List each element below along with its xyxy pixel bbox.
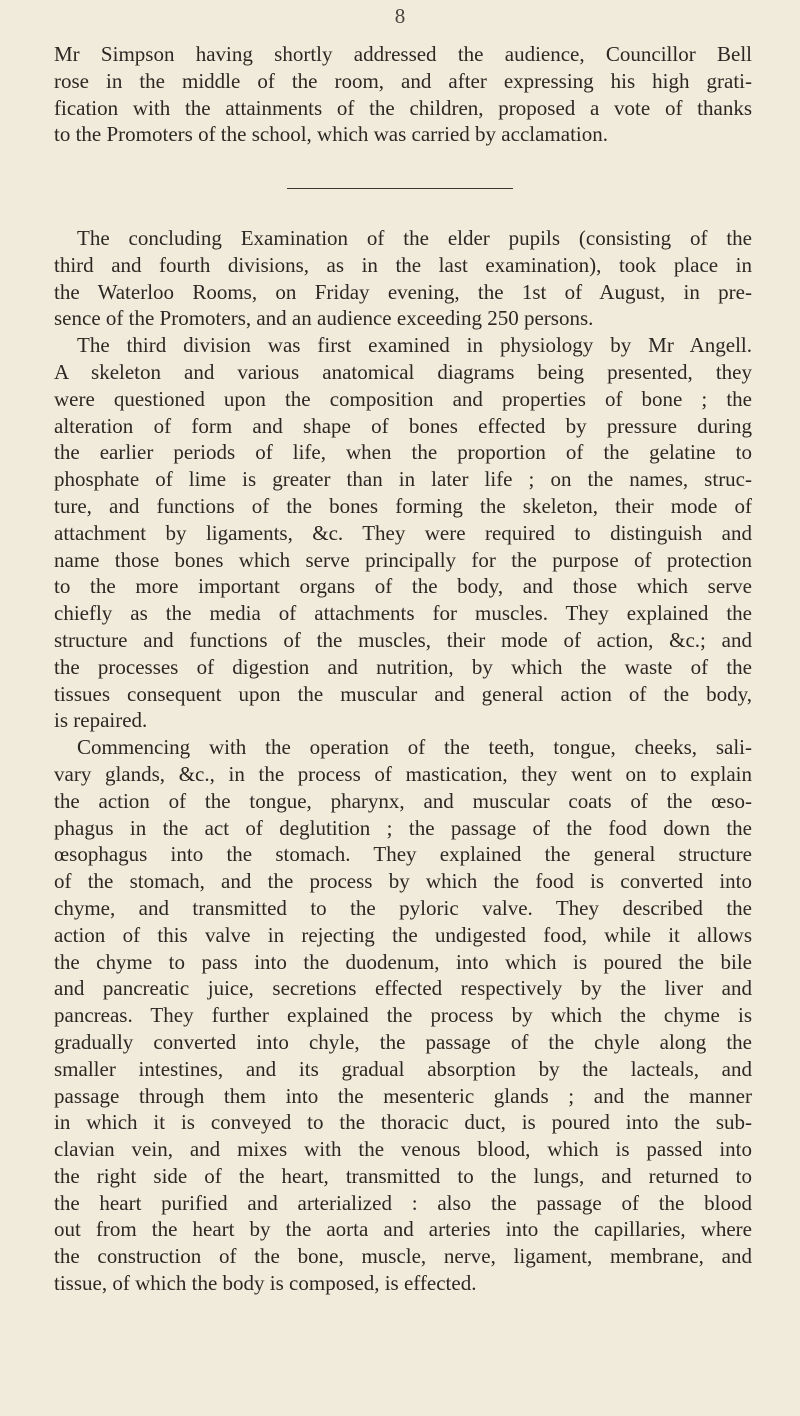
text-line: third and fourth divisions, as in the last examination), took place in — [54, 252, 752, 277]
text-line: out from the heart by the aorta and arteries into the capillaries, where — [54, 1217, 752, 1242]
text-line: œsophagus into the stomach. They explained the general structure — [54, 842, 752, 867]
examination-report — [54, 225, 752, 1297]
text-line: the chyme to pass into the duodenum, into which is poured the bile — [54, 949, 752, 974]
text-line: clavian vein, and mixes with the venous blood, which is passed into — [54, 1137, 752, 1162]
text-line: Mr Simpson having shortly addressed the audience, Councillor Bell — [54, 42, 752, 66]
section-divider — [287, 188, 513, 189]
text-line: passage through them into the mesenteric glands ; and the manner — [54, 1083, 752, 1108]
text-line: to the more important organs of the body, and those which serve — [54, 574, 752, 599]
paragraph-physiology — [54, 332, 752, 734]
text-line: the Waterloo Rooms, on Friday evening, the 1st of August, in pre- — [54, 279, 752, 304]
text-line: to the Promoters of the school, which was carried by acclamation. — [54, 122, 608, 147]
text-line: the right side of the heart, transmitted to the lungs, and returned to — [54, 1163, 752, 1188]
text-line: ture, and functions of the bones forming the skeleton, their mode of — [54, 493, 752, 518]
text-line: in which it is conveyed to the thoracic duct, is poured into the sub- — [54, 1110, 752, 1135]
text-line: name those bones which serve principally for the purpose of protection — [54, 547, 752, 572]
text-line: were questioned upon the composition and properties of bone ; the — [54, 386, 752, 411]
text-line: the earlier periods of life, when the proportion of the gelatine to — [54, 440, 752, 465]
text-line: structure and functions of the muscles, their mode of action, &c.; and — [54, 627, 752, 652]
text-line: sence of the Promoters, and an audience exceeding 250 persons. — [54, 306, 594, 331]
text-line: fication with the attainments of the children, proposed a vote of thanks — [54, 95, 752, 120]
text-line: action of this valve in rejecting the undigested food, while it allows — [54, 922, 752, 947]
paragraph-digestion — [54, 734, 752, 1297]
text-line: chyme, and transmitted to the pyloric valve. They described the — [54, 895, 752, 920]
text-line: The concluding Examination of the elder pupils (consisting of the — [77, 226, 752, 250]
text-line: the action of the tongue, pharynx, and muscular coats of the œso- — [54, 788, 752, 813]
text-line: the construction of the bone, muscle, nerve, ligament, membrane, and — [54, 1244, 752, 1269]
text-line: phagus in the act of deglutition ; the passage of the food down the — [54, 815, 752, 840]
text-line: of the stomach, and the process by which the food is converted into — [54, 869, 752, 894]
text-line: is repaired. — [54, 708, 148, 733]
text-line: Commencing with the operation of the teeth, tongue, cheeks, sali- — [77, 735, 752, 760]
text-line: and pancreatic juice, secretions effected respectively by the liver and — [54, 976, 752, 1001]
text-line: smaller intestines, and its gradual absorption by the lacteals, and — [54, 1056, 752, 1081]
text-line: vary glands, &c., in the process of mastication, they went on to explain — [54, 761, 752, 786]
text-line: tissue, of which the body is composed, is effected. — [54, 1271, 477, 1296]
text-line: tissues consequent upon the muscular and general action of the body, — [54, 681, 752, 706]
text-line: A skeleton and various anatomical diagrams being presented, they — [54, 359, 752, 384]
text-line: phosphate of lime is greater than in later life ; on the names, struc- — [54, 467, 752, 492]
page-number: 8 — [394, 4, 406, 28]
text-line: chiefly as the media of attachments for muscles. They explained the — [54, 601, 752, 626]
text-line: the heart purified and arterialized : also the passage of the blood — [54, 1190, 752, 1215]
text-line: attachment by ligaments, &c. They were required to distinguish and — [54, 520, 752, 545]
text-line: gradually converted into chyle, the passage of the chyle along the — [54, 1029, 752, 1054]
text-line: the processes of digestion and nutrition, by which the waste of the — [54, 654, 752, 679]
text-line: alteration of form and shape of bones effected by pressure during — [54, 413, 752, 438]
paragraph-concluding-examination — [54, 225, 752, 332]
text-line: The third division was first examined in physiology by Mr Angell. — [77, 333, 752, 358]
text-line: pancreas. They further explained the process by which the chyme is — [54, 1003, 752, 1028]
text-line: rose in the middle of the room, and after expressing his high grati- — [54, 68, 752, 93]
paragraph-vote-of-thanks — [54, 41, 752, 148]
